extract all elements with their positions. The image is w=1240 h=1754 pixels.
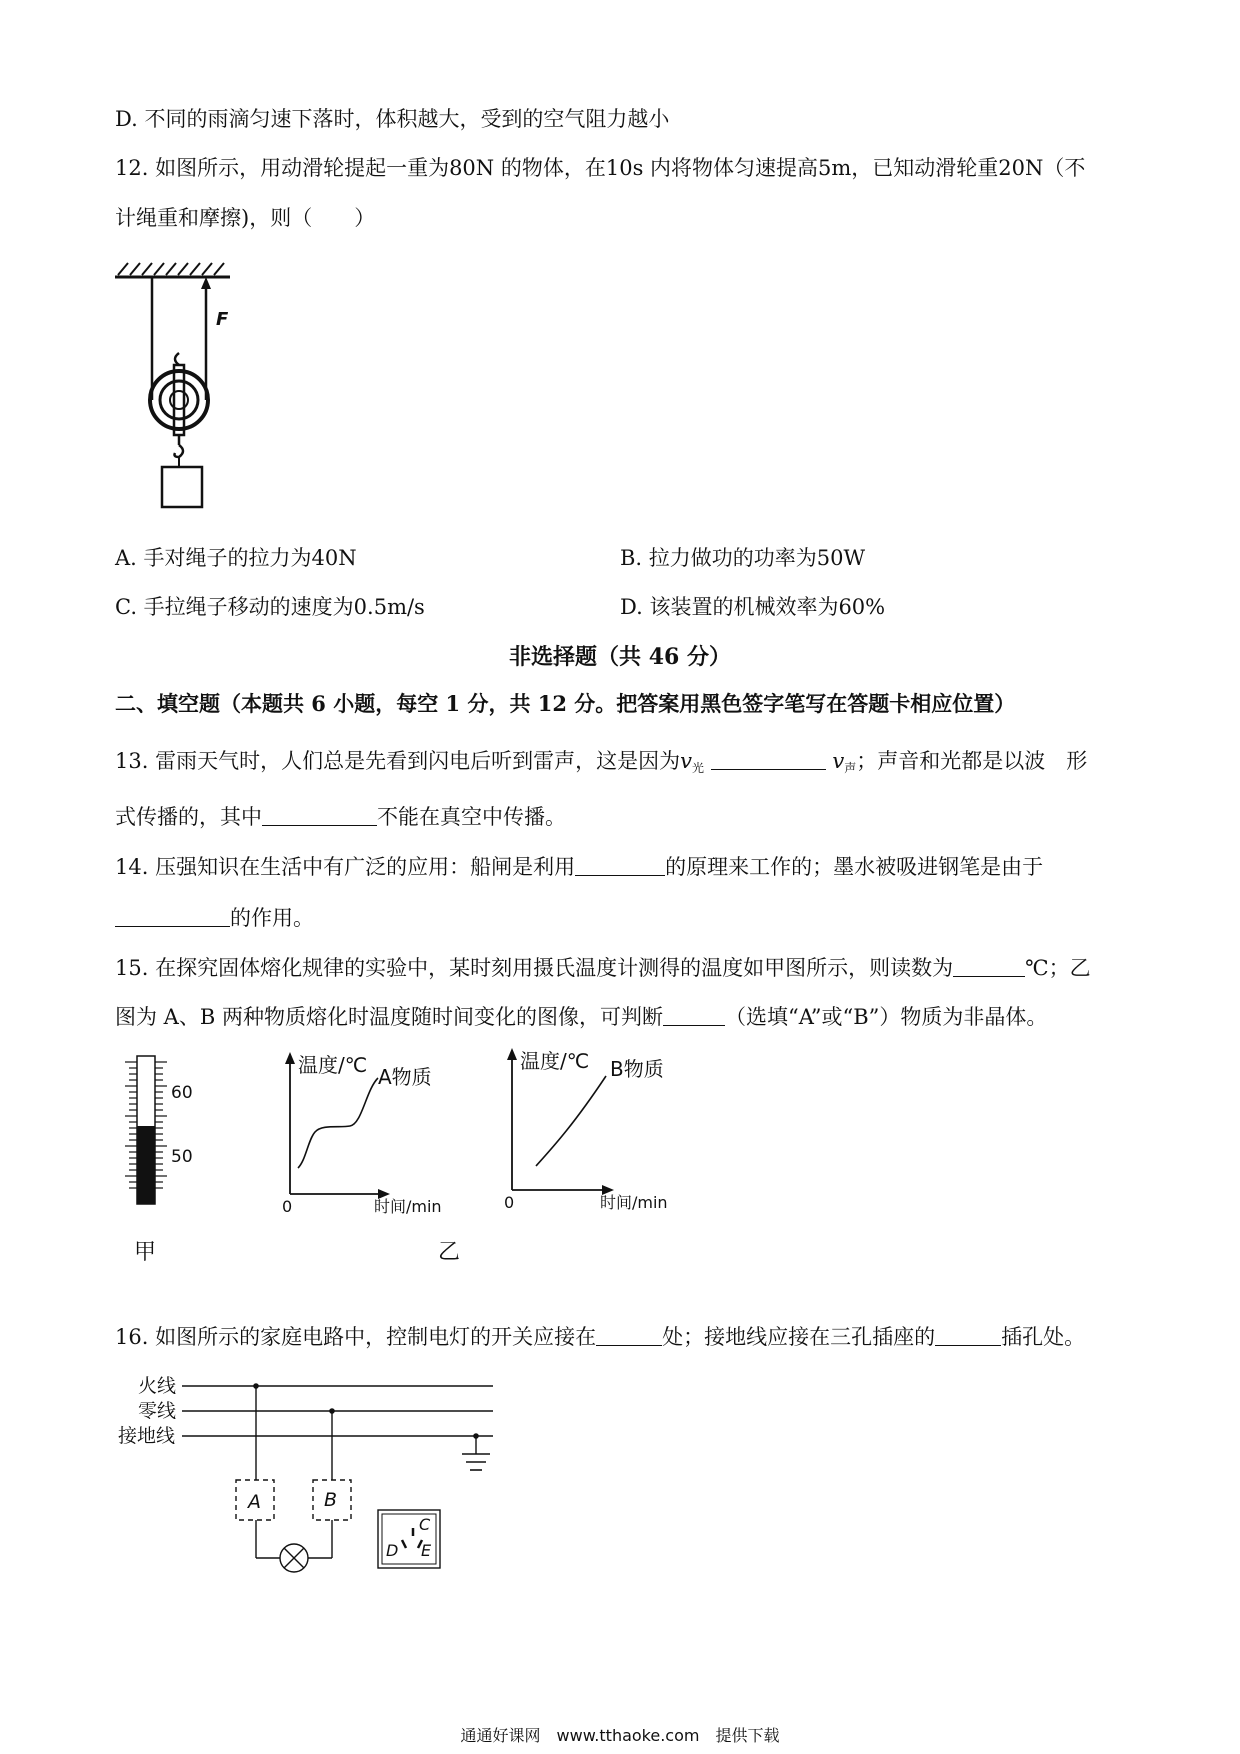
graph-a xyxy=(270,1050,460,1216)
q13-line1 xyxy=(115,746,1087,783)
box-b-label: B xyxy=(324,1489,338,1511)
graph-a-ylabel: 温度/℃ xyxy=(298,1053,368,1077)
graph-b xyxy=(494,1046,684,1212)
tick-60: 60 xyxy=(171,1083,193,1103)
q16-blank-2[interactable] xyxy=(935,1323,1001,1346)
q15-line1 xyxy=(115,953,1091,983)
q13-text-b: ；声音和光都是以波 形 xyxy=(856,749,1088,773)
wire-live-label: 火线 xyxy=(138,1375,177,1397)
graph-a-xlabel: 时间/min xyxy=(374,1197,442,1216)
socket-e-label: E xyxy=(421,1541,432,1560)
wire-neutral-label: 零线 xyxy=(138,1400,177,1422)
tick-50: 50 xyxy=(171,1147,193,1167)
q14-text-c: 的作用。 xyxy=(230,906,314,930)
graph-b-ylabel: 温度/℃ xyxy=(520,1049,590,1073)
circuit-figure xyxy=(110,1370,510,1610)
graph-a-origin: 0 xyxy=(282,1197,293,1216)
section-title: 非选择题（共 46 分） xyxy=(509,644,731,670)
graph-b-xlabel: 时间/min xyxy=(600,1193,668,1212)
caption-jia: 甲 xyxy=(134,1240,157,1265)
q13-text-a: 13. 雷雨天气时，人们总是先看到闪电后听到雷声，这是因为 xyxy=(115,749,681,773)
sub-light: 光 xyxy=(691,761,704,775)
q14-text-b: 的原理来工作的；墨水被吸进钢笔是由于 xyxy=(665,855,1044,879)
q12-option-b: B. 拉力做功的功率为50W xyxy=(620,546,866,570)
force-label: F xyxy=(216,309,229,330)
q16-text-b: 处；接地线应接在三孔插座的 xyxy=(662,1325,936,1349)
q14-blank-1[interactable] xyxy=(575,853,665,876)
q15-text-b: ℃；乙 xyxy=(1025,956,1091,980)
q14-blank-2[interactable] xyxy=(115,904,230,927)
part2-heading: 二、填空题（本题共 6 小题，每空 1 分，共 12 分。把答案用黑色签字笔写在答题卡相应位置） xyxy=(115,691,1016,716)
socket-d-label: D xyxy=(386,1541,399,1560)
q13-blank-1[interactable] xyxy=(711,747,826,770)
q15-text-d: （选填“A”或“B”）物质为非晶体。 xyxy=(724,1005,1048,1029)
q15-blank-1[interactable] xyxy=(953,954,1025,977)
graph-b-curve-label: B物质 xyxy=(610,1057,664,1081)
q13-text-d: 不能在真空中传播。 xyxy=(377,805,566,829)
q11-option-d: D. 不同的雨滴匀速下落时，体积越大，受到的空气阻力越小 xyxy=(115,107,670,131)
q12-stem-line2: 计绳重和摩擦)，则（ ） xyxy=(115,206,376,230)
q13-blank-2[interactable] xyxy=(262,803,377,826)
q15-line2 xyxy=(115,1002,1047,1032)
socket-c-label: C xyxy=(419,1515,431,1534)
q15-text-a: 15. 在探究固体熔化规律的实验中，某时刻用摄氏温度计测得的温度如甲图所示，则读数为 xyxy=(115,956,954,980)
q16-text-c: 插孔处。 xyxy=(1001,1325,1086,1349)
q12-option-a: A. 手对绳子的拉力为40N xyxy=(115,546,357,570)
q14-line2 xyxy=(115,903,314,933)
sub-sound: 声 xyxy=(844,761,857,775)
box-a-label: A xyxy=(248,1491,261,1513)
q12-option-d: D. 该装置的机械效率为60% xyxy=(620,595,886,619)
v-symbol: v xyxy=(832,749,845,773)
graph-a-curve-label: A物质 xyxy=(378,1065,432,1089)
q16-blank-1[interactable] xyxy=(596,1323,662,1346)
q12-stem-line1: 12. 如图所示，用动滑轮提起一重为80N 的物体，在10s 内将物体匀速提高5m，已知动滑轮重20N（不 xyxy=(115,156,1086,180)
q15-text-c: 图为 A、B 两种物质熔化时温度随时间变化的图像，可判断 xyxy=(115,1005,663,1029)
q15-blank-2[interactable] xyxy=(663,1003,725,1026)
v-symbol: v xyxy=(680,749,692,773)
caption-yi: 乙 xyxy=(438,1240,461,1265)
q16-line xyxy=(115,1322,1085,1352)
pulley-figure xyxy=(110,255,270,515)
q12-option-c: C. 手拉绳子移动的速度为0.5m/s xyxy=(115,595,425,619)
footer: 通通好课网 www.tthaoke.com 提供下载 xyxy=(460,1726,780,1745)
wire-ground-label: 接地线 xyxy=(118,1425,176,1447)
q16-text-a: 16. 如图所示的家庭电路中，控制电灯的开关应接在 xyxy=(115,1325,597,1349)
q14-text-a: 14. 压强知识在生活中有广泛的应用：船闸是利用 xyxy=(115,855,576,879)
q13-line2 xyxy=(115,802,566,832)
q14-line1 xyxy=(115,852,1043,882)
q13-text-c: 式传播的，其中 xyxy=(115,805,262,829)
thermometer-figure xyxy=(115,1050,215,1210)
graph-b-origin: 0 xyxy=(504,1193,515,1212)
